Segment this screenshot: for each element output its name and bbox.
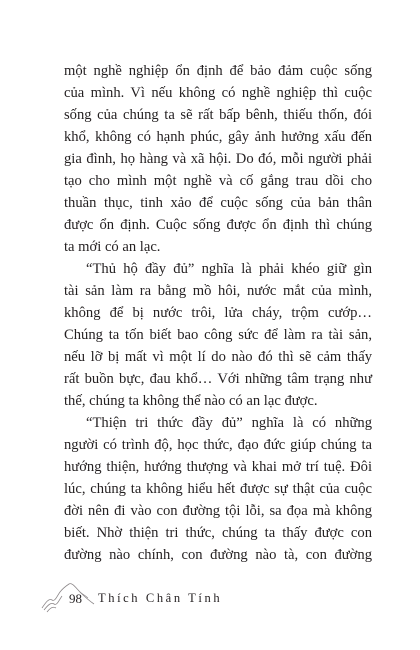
text-line: Chúng ta tốn biết bao công sức để làm ra tài sản, — [64, 327, 372, 343]
text-line: “Thiện tri thức đầy đủ” nghĩa là có những — [86, 415, 372, 431]
text-line: ta mới có an lạc. — [64, 239, 161, 255]
text-line: tạo cho mình một nghề và cố gắng trau dồi cho — [64, 173, 372, 189]
page-footer — [40, 578, 240, 618]
text-line: nếu lỡ bị mất vì một lí do nào đó thì sẽ cảm thấy — [64, 349, 372, 365]
text-line: khổ, không có hạnh phúc, gây ảnh hưởng xấu đến — [64, 129, 372, 145]
text-line: một nghề nghiệp ổn định để bảo đảm cuộc sống — [64, 63, 372, 79]
text-line: hướng thiện, hướng thượng và khai mở trí tuệ. Đôi — [64, 459, 372, 475]
text-line: tài sản làm ra bằng mồ hôi, nước mắt của mình, — [64, 283, 372, 299]
text-line: thế, chúng ta không thể nào có an lạc được. — [64, 393, 318, 409]
text-line: gia đình, họ hàng và xã hội. Do đó, mỗi người phải — [64, 151, 372, 167]
text-line: được ổn định. Cuộc sống được ổn định thì chúng — [64, 217, 372, 233]
text-line: “Thủ hộ đầy đủ” nghĩa là phải khéo giữ gìn — [86, 261, 372, 277]
text-line: sống của chúng ta sẽ rất bấp bênh, thiếu thốn, đói — [64, 107, 372, 123]
text-line: thuần thục, tinh xảo để cuộc sống của bản thân — [64, 195, 372, 211]
page-body-text — [64, 60, 372, 566]
text-line: rất buồn bực, đau khổ… Với những tâm trạng như — [64, 371, 372, 387]
text-line: của mình. Vì nếu không có nghề nghiệp thì cuộc — [64, 85, 372, 101]
text-line: người có trình độ, học thức, đạo đức giúp chúng ta — [64, 437, 372, 453]
text-line: không để bị nước trôi, lửa cháy, trộm cướp… — [64, 305, 372, 321]
text-line: đường nào chính, con đường nào tà, con đường — [64, 547, 372, 563]
text-line: đời nên đi vào con đường tội lỗi, sa đọa mà không — [64, 503, 372, 519]
text-line: lúc, chúng ta không hiểu hết được sự thật của cuộc — [64, 481, 372, 497]
text-line: biết. Nhờ thiện tri thức, chúng ta thấy được con — [64, 525, 372, 541]
author-name: Thích Chân Tính — [98, 591, 223, 605]
page-number: 98 — [69, 591, 82, 606]
